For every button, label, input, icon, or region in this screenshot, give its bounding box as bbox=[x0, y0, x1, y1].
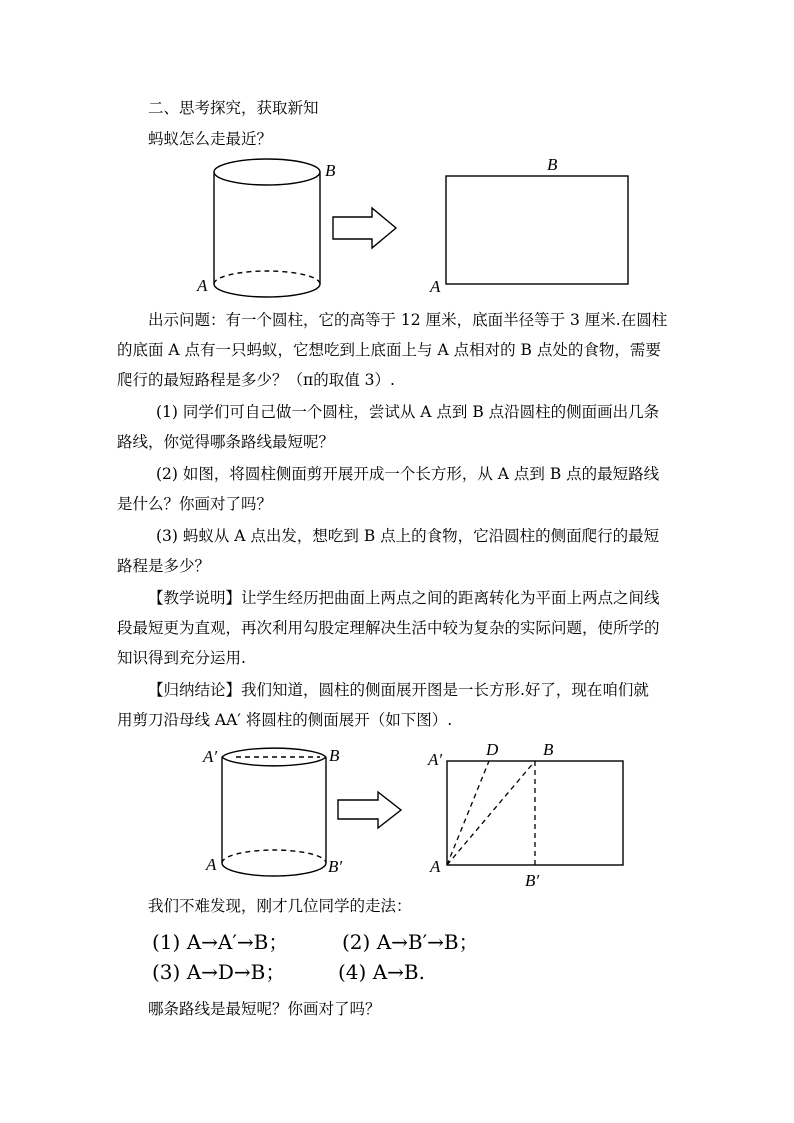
fig1-cyl-label-B: B bbox=[325, 161, 336, 180]
fig2-cyl-label-A-prime: A′ bbox=[203, 747, 218, 766]
route-2: (2) A→B′→B； bbox=[342, 930, 479, 954]
q3-line-1: (3) 蚂蚁从 A 点出发，想吃到 B 点上的食物，它沿圆柱的侧面爬行的最短 bbox=[156, 527, 660, 545]
fig1-cyl-label-A: A bbox=[197, 276, 208, 295]
problem-line-3: 爬行的最短路程是多少？（π的取值 3）. bbox=[117, 371, 395, 389]
q2-line-1: (2) 如图，将圆柱侧面剪开展开成一个长方形，从 A 点到 B 点的最短路线 bbox=[156, 465, 660, 483]
cylinder-bottom-back bbox=[214, 271, 320, 284]
fig2-rect-label-B-prime: B′ bbox=[525, 871, 540, 890]
question-heading: 蚂蚁怎么走最近？ bbox=[148, 130, 273, 148]
fig2-dashed-AD bbox=[447, 761, 489, 865]
fig2-arrow bbox=[338, 792, 401, 828]
cyl2-bottom-front bbox=[222, 863, 326, 876]
cyl2-bottom-back bbox=[222, 850, 326, 863]
discovery-text: 我们不难发现，刚才几位同学的走法： bbox=[148, 897, 412, 915]
cylinder-bottom-front bbox=[214, 284, 320, 297]
route-1: (1) A→A′→B； bbox=[152, 930, 289, 954]
cylinder-top-ellipse bbox=[214, 159, 320, 185]
fig2-dashed-AB bbox=[447, 761, 535, 865]
fig2-rect-label-A: A bbox=[430, 857, 441, 876]
teaching-note-line-2: 段最短更为直观，再次利用勾股定理解决生活中较为复杂的实际问题，使所学的 bbox=[117, 619, 660, 637]
fig1-rect-label-A: A bbox=[430, 277, 441, 296]
fig2-rect-label-B: B bbox=[543, 740, 554, 759]
fig2-cyl-label-B-prime: B′ bbox=[328, 857, 343, 876]
conclusion-line-1: 【归纳结论】我们知道，圆柱的侧面展开图是一长方形.好了，现在咱们就 bbox=[148, 681, 649, 699]
teaching-note-line-1: 【教学说明】让学生经历把曲面上两点之间的距离转化为平面上两点之间线 bbox=[148, 589, 660, 607]
fig2-cyl-label-B: B bbox=[329, 746, 340, 765]
problem-line-2: 的底面 A 点有一只蚂蚁，它想吃到上底面上与 A 点相对的 B 点处的食物，需要 bbox=[117, 341, 661, 359]
figure2-cylinder bbox=[222, 748, 326, 876]
q2-line-2: 是什么？你画对了吗？ bbox=[117, 495, 273, 513]
fig1-rect-label-B: B bbox=[547, 155, 558, 174]
final-question: 哪条路线是最短呢？你画对了吗？ bbox=[148, 1000, 381, 1018]
fig1-rectangle bbox=[446, 176, 628, 284]
fig2-rect-label-A-prime: A′ bbox=[428, 750, 443, 769]
route-4: (4) A→B. bbox=[338, 960, 425, 984]
teaching-note-line-3: 知识得到充分运用. bbox=[117, 649, 246, 667]
route-3: (3) A→D→B； bbox=[152, 960, 286, 984]
conclusion-line-2: 用剪刀沿母线 AA′ 将圆柱的侧面展开（如下图）. bbox=[117, 711, 453, 729]
fig1-arrow bbox=[333, 208, 396, 248]
problem-line-1: 出示问题：有一个圆柱，它的高等于 12 厘米，底面半径等于 3 厘米.在圆柱 bbox=[148, 311, 668, 329]
cyl2-top-back bbox=[222, 748, 326, 757]
q1-line-1: (1) 同学们可自己做一个圆柱，尝试从 A 点到 B 点沿圆柱的侧面画出几条 bbox=[156, 403, 660, 421]
fig2-rectangle bbox=[447, 761, 623, 865]
figure1-cylinder bbox=[214, 159, 320, 297]
q3-line-2: 路程是多少？ bbox=[117, 557, 211, 575]
q1-line-2: 路线，你觉得哪条路线最短呢？ bbox=[117, 433, 335, 451]
fig2-cyl-label-A: A bbox=[206, 855, 217, 874]
cyl2-top-front bbox=[222, 757, 326, 766]
fig2-rect-label-D: D bbox=[486, 740, 499, 759]
section-title: 二、思考探究，获取新知 bbox=[148, 99, 319, 117]
